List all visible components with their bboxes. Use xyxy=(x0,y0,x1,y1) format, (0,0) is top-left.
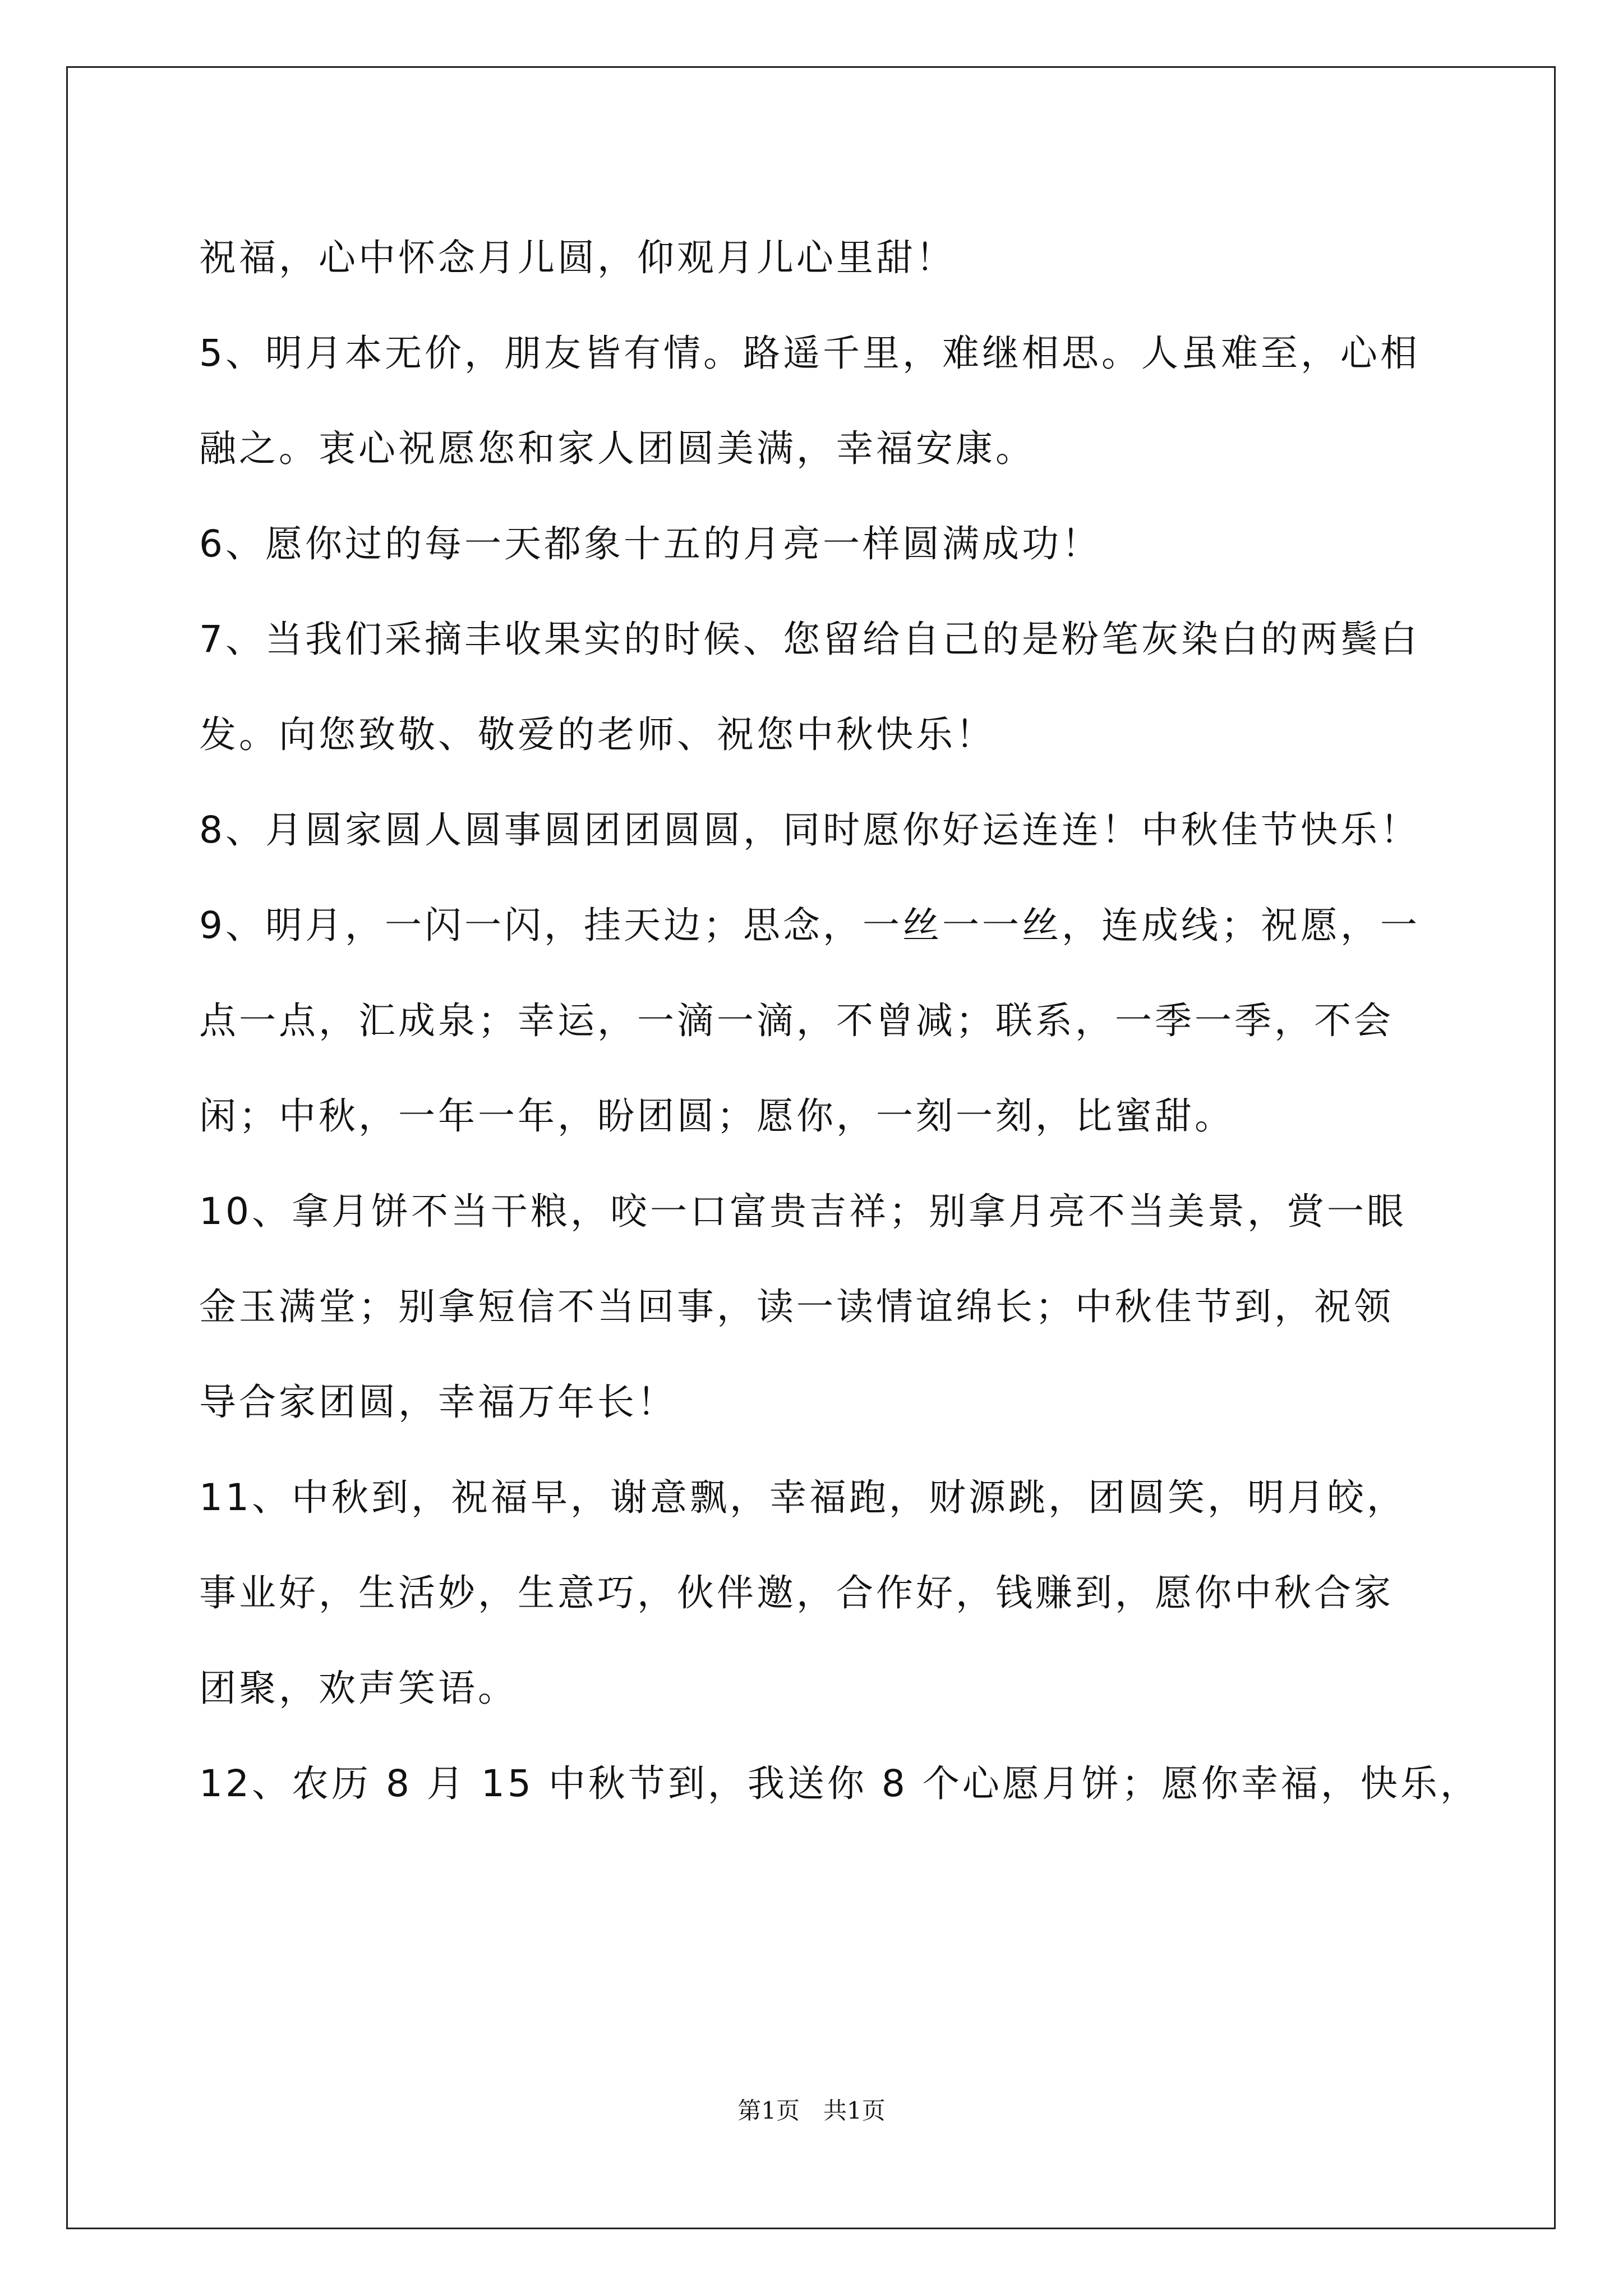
text-line: 融之。衷心祝愿您和家人团圆美满，幸福安康。 xyxy=(199,427,1035,470)
text-line: 11、中秋到，祝福早，谢意飘，幸福跑，财源跳，团圆笑，明月皎， xyxy=(199,1476,1407,1519)
text-line: 团聚，欢声笑语。 xyxy=(199,1667,518,1710)
page-number-footer: 第1页 共1页 xyxy=(737,2097,886,2124)
text-line: 9、明月，一闪一闪，挂天边；思念，一丝一一丝，连成线；祝愿，一 xyxy=(199,904,1420,947)
text-line: 点一点，汇成泉；幸运，一滴一滴，不曾减；联系，一季一季，不会 xyxy=(199,999,1394,1042)
text-line: 12、农历 8 月 15 中秋节到，我送你 8 个心愿月饼；愿你幸福，快乐， xyxy=(199,1762,1480,1805)
text-line: 导合家团圆，幸福万年长！ xyxy=(199,1381,677,1424)
document-body xyxy=(199,210,1480,1832)
text-line: 事业好，生活妙，生意巧，伙伴邀，合作好，钱赚到，愿你中秋合家 xyxy=(199,1571,1394,1614)
text-line: 金玉满堂；别拿短信不当回事，读一读情谊绵长；中秋佳节到，祝领 xyxy=(199,1285,1394,1328)
text-line: 7、当我们采摘丰收果实的时候、您留给自己的是粉笔灰染白的两鬓白 xyxy=(199,618,1420,661)
text-line: 10、拿月饼不当干粮，咬一口富贵吉祥；别拿月亮不当美景，赏一眼 xyxy=(199,1190,1407,1233)
text-line: 发。向您致敬、敬爱的老师、祝您中秋快乐！ xyxy=(199,713,995,756)
text-line: 5、明月本无价，朋友皆有情。路遥千里，难继相思。人虽难至，心相 xyxy=(199,332,1420,375)
text-line: 6、愿你过的每一天都象十五的月亮一样圆满成功！ xyxy=(199,522,1101,565)
text-line: 祝福，心中怀念月儿圆，仰观月儿心里甜！ xyxy=(199,236,956,279)
text-line: 8、月圆家圆人圆事圆团团圆圆，同时愿你好运连连！中秋佳节快乐！ xyxy=(199,808,1420,852)
text-line: 闲；中秋，一年一年，盼团圆；愿你，一刻一刻，比蜜甜。 xyxy=(199,1094,1234,1138)
